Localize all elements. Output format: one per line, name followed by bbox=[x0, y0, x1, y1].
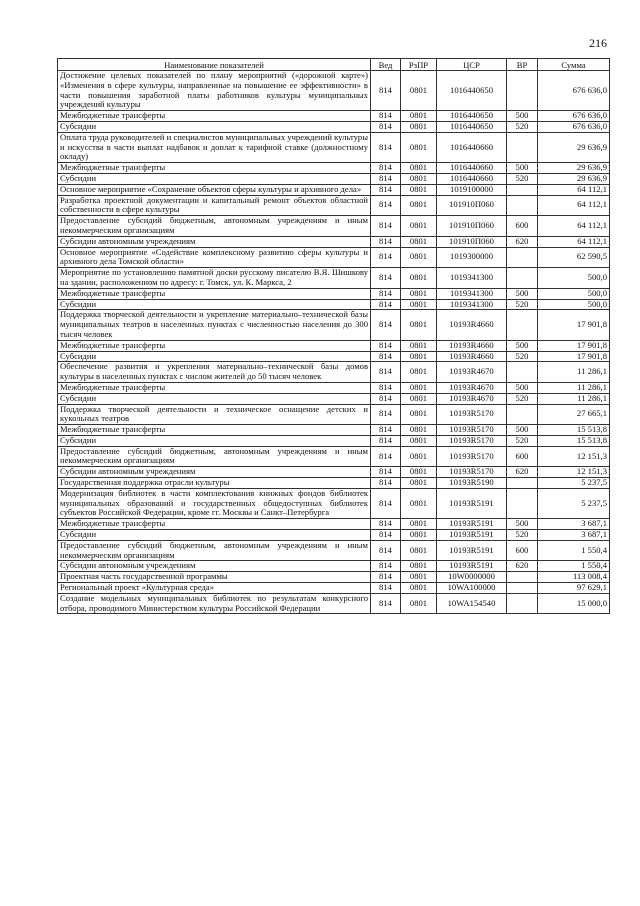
cell-vr: 500 bbox=[507, 111, 538, 122]
cell-sum: 5 237,5 bbox=[538, 478, 610, 489]
cell-csr: 10193R5191 bbox=[437, 530, 507, 541]
cell-vr bbox=[507, 268, 538, 289]
cell-name: Субсидии bbox=[58, 351, 371, 362]
cell-csr: 10193R5191 bbox=[437, 561, 507, 572]
table-row bbox=[58, 121, 610, 132]
cell-vr bbox=[507, 247, 538, 268]
cell-vr bbox=[507, 572, 538, 583]
table-row bbox=[58, 404, 610, 425]
header-sum: Сумма bbox=[538, 59, 610, 71]
cell-vr: 500 bbox=[507, 519, 538, 530]
cell-name: Предоставление субсидий бюджетным, автономным учреждениям и иным некоммерческим организациям bbox=[58, 540, 371, 561]
cell-name: Межбюджетные трансферты bbox=[58, 288, 371, 299]
cell-ved: 814 bbox=[371, 519, 401, 530]
cell-name: Межбюджетные трансферты bbox=[58, 163, 371, 174]
cell-sum: 5 237,5 bbox=[538, 488, 610, 518]
cell-sum: 113 008,4 bbox=[538, 572, 610, 583]
cell-ved: 814 bbox=[371, 362, 401, 383]
budget-table bbox=[57, 58, 610, 614]
cell-rzpr: 0801 bbox=[401, 478, 437, 489]
cell-ved: 814 bbox=[371, 488, 401, 518]
cell-sum: 29 636,9 bbox=[538, 163, 610, 174]
cell-name: Мероприятие по установлению памятной доски русскому писателю В.Я. Шишкову на здании, расположенном по адресу: г. Томск, ул. К. Маркса, 2 bbox=[58, 268, 371, 289]
cell-name: Проектная часть государственной программы bbox=[58, 572, 371, 583]
cell-csr: 10W0000000 bbox=[437, 572, 507, 583]
header-vr: ВР bbox=[507, 59, 538, 71]
cell-ved: 814 bbox=[371, 340, 401, 351]
cell-csr: 101910П060 bbox=[437, 236, 507, 247]
cell-rzpr: 0801 bbox=[401, 572, 437, 583]
cell-rzpr: 0801 bbox=[401, 216, 437, 237]
cell-rzpr: 0801 bbox=[401, 446, 437, 467]
cell-ved: 814 bbox=[371, 268, 401, 289]
table-header-row bbox=[58, 59, 610, 71]
cell-rzpr: 0801 bbox=[401, 583, 437, 594]
cell-vr: 520 bbox=[507, 435, 538, 446]
cell-ved: 814 bbox=[371, 583, 401, 594]
cell-sum: 15 513,8 bbox=[538, 435, 610, 446]
header-csr: ЦСР bbox=[437, 59, 507, 71]
cell-rzpr: 0801 bbox=[401, 362, 437, 383]
cell-sum: 1 550,4 bbox=[538, 540, 610, 561]
table-row bbox=[58, 530, 610, 541]
table-row bbox=[58, 572, 610, 583]
cell-rzpr: 0801 bbox=[401, 195, 437, 216]
cell-csr: 1019300000 bbox=[437, 247, 507, 268]
table-row bbox=[58, 583, 610, 594]
cell-name: Межбюджетные трансферты bbox=[58, 340, 371, 351]
cell-sum: 64 112,1 bbox=[538, 184, 610, 195]
cell-ved: 814 bbox=[371, 299, 401, 310]
cell-csr: 10193R4670 bbox=[437, 393, 507, 404]
cell-csr: 10193R5170 bbox=[437, 435, 507, 446]
cell-csr: 10193R5191 bbox=[437, 488, 507, 518]
cell-rzpr: 0801 bbox=[401, 132, 437, 162]
cell-sum: 676 636,0 bbox=[538, 71, 610, 111]
cell-sum: 500,0 bbox=[538, 288, 610, 299]
cell-vr: 600 bbox=[507, 446, 538, 467]
cell-rzpr: 0801 bbox=[401, 111, 437, 122]
cell-name: Субсидии bbox=[58, 435, 371, 446]
cell-name: Межбюджетные трансферты bbox=[58, 519, 371, 530]
table-row bbox=[58, 435, 610, 446]
cell-name: Предоставление субсидий бюджетным, автономным учреждениям и иным некоммерческим организациям bbox=[58, 216, 371, 237]
cell-rzpr: 0801 bbox=[401, 425, 437, 436]
cell-csr: 10193R5190 bbox=[437, 478, 507, 489]
cell-sum: 17 901,8 bbox=[538, 340, 610, 351]
cell-sum: 17 901,8 bbox=[538, 310, 610, 340]
cell-csr: 10193R4670 bbox=[437, 362, 507, 383]
cell-rzpr: 0801 bbox=[401, 340, 437, 351]
table-row bbox=[58, 132, 610, 162]
cell-sum: 676 636,0 bbox=[538, 111, 610, 122]
cell-sum: 64 112,1 bbox=[538, 216, 610, 237]
cell-rzpr: 0801 bbox=[401, 351, 437, 362]
cell-vr: 500 bbox=[507, 425, 538, 436]
cell-rzpr: 0801 bbox=[401, 288, 437, 299]
cell-ved: 814 bbox=[371, 173, 401, 184]
cell-ved: 814 bbox=[371, 111, 401, 122]
cell-ved: 814 bbox=[371, 163, 401, 174]
table-row bbox=[58, 467, 610, 478]
cell-ved: 814 bbox=[371, 195, 401, 216]
cell-rzpr: 0801 bbox=[401, 593, 437, 614]
table-row bbox=[58, 310, 610, 340]
table-row bbox=[58, 173, 610, 184]
cell-sum: 27 665,1 bbox=[538, 404, 610, 425]
cell-csr: 10193R4670 bbox=[437, 382, 507, 393]
cell-vr bbox=[507, 583, 538, 594]
cell-ved: 814 bbox=[371, 132, 401, 162]
cell-rzpr: 0801 bbox=[401, 561, 437, 572]
cell-vr: 500 bbox=[507, 288, 538, 299]
cell-sum: 64 112,1 bbox=[538, 195, 610, 216]
cell-csr: 1016440650 bbox=[437, 111, 507, 122]
cell-vr bbox=[507, 593, 538, 614]
cell-sum: 1 550,4 bbox=[538, 561, 610, 572]
cell-name: Межбюджетные трансферты bbox=[58, 111, 371, 122]
cell-name: Субсидии bbox=[58, 299, 371, 310]
cell-vr bbox=[507, 71, 538, 111]
cell-ved: 814 bbox=[371, 540, 401, 561]
cell-rzpr: 0801 bbox=[401, 71, 437, 111]
cell-name: Субсидии автономным учреждениям bbox=[58, 467, 371, 478]
cell-rzpr: 0801 bbox=[401, 184, 437, 195]
cell-ved: 814 bbox=[371, 435, 401, 446]
header-ved: Вед bbox=[371, 59, 401, 71]
table-row bbox=[58, 268, 610, 289]
page-number: 216 bbox=[589, 36, 607, 50]
cell-rzpr: 0801 bbox=[401, 236, 437, 247]
cell-vr: 520 bbox=[507, 393, 538, 404]
table-row bbox=[58, 540, 610, 561]
cell-vr: 520 bbox=[507, 173, 538, 184]
cell-csr: 10WA100000 bbox=[437, 583, 507, 594]
cell-sum: 64 112,1 bbox=[538, 236, 610, 247]
cell-name: Субсидии bbox=[58, 530, 371, 541]
cell-ved: 814 bbox=[371, 216, 401, 237]
table-row bbox=[58, 593, 610, 614]
table-row bbox=[58, 195, 610, 216]
cell-vr bbox=[507, 195, 538, 216]
cell-rzpr: 0801 bbox=[401, 519, 437, 530]
cell-csr: 1016440660 bbox=[437, 173, 507, 184]
cell-csr: 1016440660 bbox=[437, 132, 507, 162]
cell-vr: 520 bbox=[507, 299, 538, 310]
cell-csr: 10193R5191 bbox=[437, 519, 507, 530]
cell-ved: 814 bbox=[371, 561, 401, 572]
cell-ved: 814 bbox=[371, 478, 401, 489]
cell-csr: 1016440650 bbox=[437, 121, 507, 132]
cell-sum: 500,0 bbox=[538, 299, 610, 310]
cell-ved: 814 bbox=[371, 393, 401, 404]
table-row bbox=[58, 519, 610, 530]
cell-csr: 10193R4660 bbox=[437, 351, 507, 362]
cell-ved: 814 bbox=[371, 288, 401, 299]
cell-sum: 12 151,3 bbox=[538, 446, 610, 467]
cell-sum: 97 629,1 bbox=[538, 583, 610, 594]
cell-name: Субсидии bbox=[58, 121, 371, 132]
cell-csr: 101910П060 bbox=[437, 216, 507, 237]
cell-name: Межбюджетные трансферты bbox=[58, 382, 371, 393]
cell-rzpr: 0801 bbox=[401, 173, 437, 184]
cell-name: Субсидии bbox=[58, 393, 371, 404]
cell-csr: 10193R5170 bbox=[437, 467, 507, 478]
cell-vr: 600 bbox=[507, 540, 538, 561]
cell-name: Оплата труда руководителей и специалистов муниципальных учреждений культуры и искусства в части выплат надбавок и доплат к тарифной ставке (должностному окладу) bbox=[58, 132, 371, 162]
cell-vr: 500 bbox=[507, 163, 538, 174]
cell-csr: 10193R5191 bbox=[437, 540, 507, 561]
cell-ved: 814 bbox=[371, 184, 401, 195]
cell-vr bbox=[507, 478, 538, 489]
cell-sum: 676 636,0 bbox=[538, 121, 610, 132]
cell-rzpr: 0801 bbox=[401, 310, 437, 340]
cell-rzpr: 0801 bbox=[401, 299, 437, 310]
cell-rzpr: 0801 bbox=[401, 488, 437, 518]
cell-ved: 814 bbox=[371, 425, 401, 436]
cell-vr bbox=[507, 184, 538, 195]
cell-ved: 814 bbox=[371, 572, 401, 583]
cell-rzpr: 0801 bbox=[401, 404, 437, 425]
cell-csr: 10193R4660 bbox=[437, 340, 507, 351]
table-row bbox=[58, 446, 610, 467]
cell-vr: 520 bbox=[507, 530, 538, 541]
cell-sum: 11 286,1 bbox=[538, 382, 610, 393]
cell-sum: 29 636,9 bbox=[538, 173, 610, 184]
header-name: Наименование показателей bbox=[58, 59, 371, 71]
cell-name: Разработка проектной документации и капитальный ремонт объектов областной собственности в сфере культуры bbox=[58, 195, 371, 216]
cell-csr: 1019100000 bbox=[437, 184, 507, 195]
table-row bbox=[58, 163, 610, 174]
cell-csr: 10193R4660 bbox=[437, 310, 507, 340]
cell-vr: 520 bbox=[507, 121, 538, 132]
cell-ved: 814 bbox=[371, 121, 401, 132]
cell-vr bbox=[507, 310, 538, 340]
table-row bbox=[58, 393, 610, 404]
header-rzpr: РзПР bbox=[401, 59, 437, 71]
cell-sum: 3 687,1 bbox=[538, 530, 610, 541]
table-row bbox=[58, 184, 610, 195]
cell-vr bbox=[507, 404, 538, 425]
cell-rzpr: 0801 bbox=[401, 435, 437, 446]
cell-vr: 620 bbox=[507, 467, 538, 478]
cell-name: Поддержка творческой деятельности и укрепление материально–технической базы муниципальных театров в населенных пунктах с численностью населения до 300 тысяч человек bbox=[58, 310, 371, 340]
cell-csr: 1016440650 bbox=[437, 71, 507, 111]
table-row bbox=[58, 299, 610, 310]
cell-rzpr: 0801 bbox=[401, 121, 437, 132]
cell-ved: 814 bbox=[371, 530, 401, 541]
cell-rzpr: 0801 bbox=[401, 247, 437, 268]
cell-ved: 814 bbox=[371, 593, 401, 614]
cell-csr: 1019341300 bbox=[437, 288, 507, 299]
cell-name: Субсидии автономным учреждениям bbox=[58, 561, 371, 572]
cell-rzpr: 0801 bbox=[401, 268, 437, 289]
cell-sum: 62 590,5 bbox=[538, 247, 610, 268]
cell-rzpr: 0801 bbox=[401, 467, 437, 478]
cell-name: Предоставление субсидий бюджетным, автономным учреждениям и иным некоммерческим организациям bbox=[58, 446, 371, 467]
cell-name: Поддержка творческой деятельности и техническое оснащение детских и кукольных театров bbox=[58, 404, 371, 425]
cell-name: Модернизация библиотек в части комплектования книжных фондов библиотек муниципальных образований и государственных общедоступных библиотек субъектов Российской Федерации, кроме гг. Москвы и Санкт–Петербурга bbox=[58, 488, 371, 518]
cell-vr bbox=[507, 488, 538, 518]
cell-ved: 814 bbox=[371, 247, 401, 268]
cell-sum: 17 901,8 bbox=[538, 351, 610, 362]
cell-rzpr: 0801 bbox=[401, 393, 437, 404]
cell-csr: 1019341300 bbox=[437, 268, 507, 289]
table-row bbox=[58, 216, 610, 237]
cell-sum: 11 286,1 bbox=[538, 362, 610, 383]
table-row bbox=[58, 351, 610, 362]
cell-ved: 814 bbox=[371, 404, 401, 425]
cell-csr: 10193R5170 bbox=[437, 425, 507, 436]
cell-csr: 10193R5170 bbox=[437, 404, 507, 425]
cell-csr: 10193R5170 bbox=[437, 446, 507, 467]
cell-vr: 520 bbox=[507, 351, 538, 362]
cell-csr: 1019341300 bbox=[437, 299, 507, 310]
cell-rzpr: 0801 bbox=[401, 530, 437, 541]
cell-name: Государственная поддержка отрасли культуры bbox=[58, 478, 371, 489]
table-row bbox=[58, 382, 610, 393]
cell-name: Основное мероприятие «Сохранение объектов сферы культуры и архивного дела» bbox=[58, 184, 371, 195]
cell-name: Межбюджетные трансферты bbox=[58, 425, 371, 436]
table-row bbox=[58, 488, 610, 518]
cell-ved: 814 bbox=[371, 467, 401, 478]
table-row bbox=[58, 71, 610, 111]
cell-csr: 1016440660 bbox=[437, 163, 507, 174]
table-row bbox=[58, 340, 610, 351]
cell-sum: 15 000,0 bbox=[538, 593, 610, 614]
cell-vr bbox=[507, 132, 538, 162]
table-row bbox=[58, 236, 610, 247]
cell-vr: 500 bbox=[507, 340, 538, 351]
cell-rzpr: 0801 bbox=[401, 540, 437, 561]
table-body bbox=[58, 71, 610, 614]
table-row bbox=[58, 247, 610, 268]
table-row bbox=[58, 425, 610, 436]
table-row bbox=[58, 561, 610, 572]
cell-ved: 814 bbox=[371, 310, 401, 340]
cell-ved: 814 bbox=[371, 351, 401, 362]
cell-name: Субсидии автономным учреждениям bbox=[58, 236, 371, 247]
table-row bbox=[58, 362, 610, 383]
cell-vr: 500 bbox=[507, 382, 538, 393]
cell-name: Достижение целевых показателей по плану мероприятий («дорожной карте») «Изменения в сфере культуры, направленные на повышение ее эффективности» в части повышения заработной платы работников культуры муниципальных учреждений культуры bbox=[58, 71, 371, 111]
table-row bbox=[58, 478, 610, 489]
cell-name: Основное мероприятие «Содействие комплексному развитию сферы культуры и архивного дела Томской области» bbox=[58, 247, 371, 268]
cell-vr: 620 bbox=[507, 561, 538, 572]
cell-csr: 10WA154540 bbox=[437, 593, 507, 614]
cell-vr: 600 bbox=[507, 216, 538, 237]
cell-sum: 15 513,8 bbox=[538, 425, 610, 436]
cell-vr: 620 bbox=[507, 236, 538, 247]
cell-sum: 11 286,1 bbox=[538, 393, 610, 404]
cell-name: Создание модельных муниципальных библиотек по результатам конкурсного отбора, проводимого Министерством культуры Российской Федерации bbox=[58, 593, 371, 614]
cell-rzpr: 0801 bbox=[401, 163, 437, 174]
cell-sum: 500,0 bbox=[538, 268, 610, 289]
table-row bbox=[58, 288, 610, 299]
cell-ved: 814 bbox=[371, 382, 401, 393]
cell-vr bbox=[507, 362, 538, 383]
cell-sum: 3 687,1 bbox=[538, 519, 610, 530]
cell-csr: 101910П060 bbox=[437, 195, 507, 216]
cell-ved: 814 bbox=[371, 71, 401, 111]
cell-name: Субсидии bbox=[58, 173, 371, 184]
cell-ved: 814 bbox=[371, 446, 401, 467]
table-row bbox=[58, 111, 610, 122]
cell-rzpr: 0801 bbox=[401, 382, 437, 393]
cell-name: Обеспечение развития и укрепления материально–технической базы домов культуры в населенных пунктах с числом жителей до 50 тысяч человек bbox=[58, 362, 371, 383]
cell-name: Региональный проект «Культурная среда» bbox=[58, 583, 371, 594]
cell-sum: 12 151,3 bbox=[538, 467, 610, 478]
cell-sum: 29 636,9 bbox=[538, 132, 610, 162]
cell-ved: 814 bbox=[371, 236, 401, 247]
